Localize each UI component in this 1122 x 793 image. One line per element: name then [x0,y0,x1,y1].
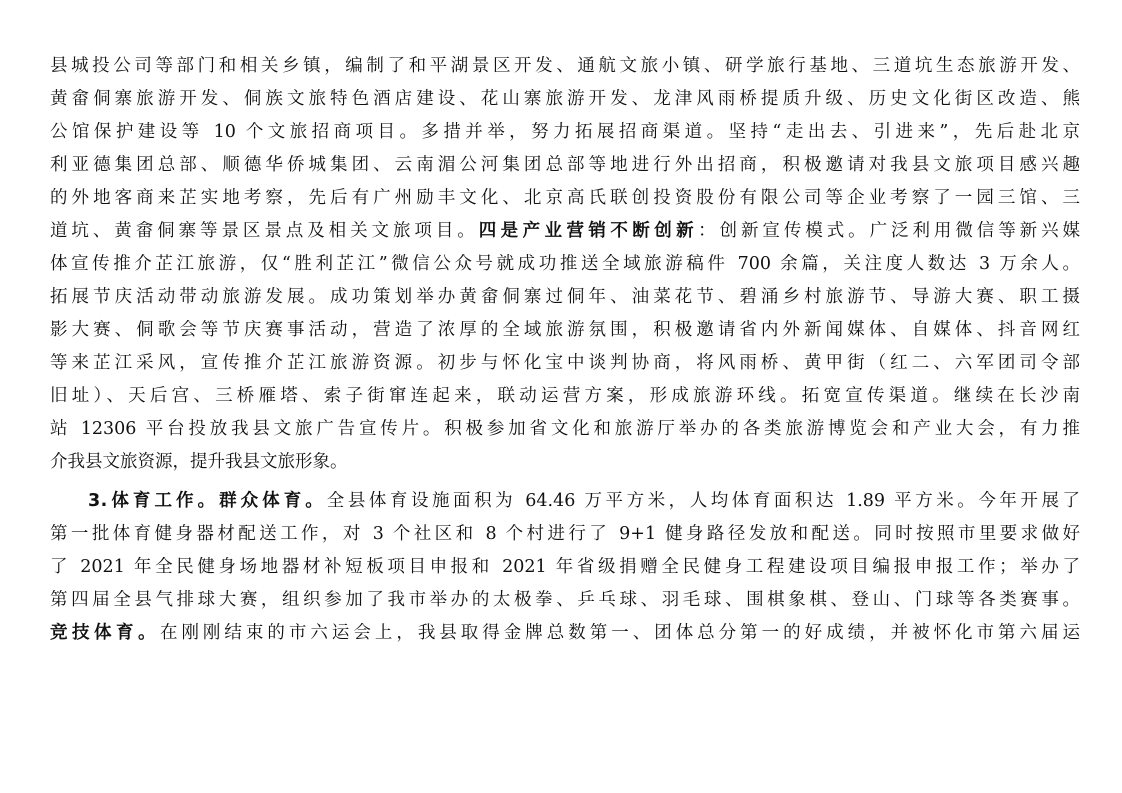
text-line: 影大赛、侗歌会等节庆赛事活动，营造了浓厚的全域旅游氛围，积极邀请省内外新闻媒体、自媒体、抖音网红 [50,320,1080,340]
text-line: 了 2021 年全民健身场地器材补短板项目申报和 2021 年省级捐赠全民健身工程建设项目编报申报工作；举办了 [50,557,1080,577]
paragraph-sports [50,485,1080,650]
bold-subheading: 四是产业营销不断创新 [478,221,699,241]
text-run: 在刚刚结束的市六运会上，我县取得金牌总数第一、团体总分第一的好成绩，并被怀化市第六届运 [159,623,1080,643]
text-line: 等来芷江采风，宣传推介芷江旅游资源。初步与怀化宝中谈判协商，将风雨桥、黄甲街（红二、六军团司令部 [50,353,1080,373]
text-line: 公馆保护建设等 10 个文旅招商项目。多措并举，努力拓展招商渠道。坚持“走出去、引进来”，先后赴北京 [50,122,1080,142]
text-line: 县城投公司等部门和相关乡镇，编制了和平湖景区开发、通航文旅小镇、研学旅行基地、三道坑生态旅游开发、 [50,56,1080,76]
text-line: 介我县文旅资源，提升我县文旅形象。 [50,452,348,472]
text-line: 拓展节庆活动带动旅游发展。成功策划举办黄畲侗寨过侗年、油菜花节、碧涌乡村旅游节、导游大赛、职工摄 [50,287,1080,307]
text-line: 旧址）、天后宫、三桥雁塔、索子街窜连起来，联动运营方案，形成旅游环线。拓宽宣传渠道。继续在长沙南 [50,386,1080,406]
bold-subheading: 群众体育。 [219,491,327,511]
text-line-with-heading [50,485,1080,518]
text-line-with-bold [50,215,1080,248]
text-line: 第一批体育健身器材配送工作，对 3 个社区和 8 个村进行了 9+1 健身路径发放和配送。同时按照市里要求做好 [50,524,1080,544]
document-page [50,50,1080,650]
text-line: 站 12306 平台投放我县文旅广告宣传片。积极参加省文化和旅游厅举办的各类旅游博览会和产业大会，有力推 [50,419,1080,439]
text-line-with-bold [50,617,1080,650]
text-line: 的外地客商来芷实地考察，先后有广州励丰文化、北京高氏联创投资股份有限公司等企业考察了一园三馆、三 [50,188,1080,208]
text-run: 道坑、黄畲侗寨等景区景点及相关文旅项目。 [50,221,479,241]
text-line: 第四届全县气排球大赛，组织参加了我市举办的太极拳、乒乓球、羽毛球、围棋象棋、登山、门球等各类赛事。 [50,590,1080,610]
text-line: 体宣传推介芷江旅游，仅“胜利芷江”微信公众号就成功推送全域旅游稿件 700 余篇，关注度人数达 3 万余人。 [50,254,1080,274]
text-run: 全县体育设施面积为 64.46 万平方米，人均体育面积达 1.89 平方米。今年开展了 [326,491,1080,511]
paragraph-tourism [50,50,1080,479]
text-line: 利亚德集团总部、顺德华侨城集团、云南湄公河集团总部等地进行外出招商，积极邀请对我县文旅项目感兴趣 [50,155,1080,175]
bold-subheading: 竞技体育。 [50,623,160,643]
text-run: ：创新宣传模式。广泛利用微信等新兴媒 [698,221,1080,241]
section-heading: 3.体育工作。 [88,491,220,511]
text-line: 黄畲侗寨旅游开发、侗族文旅特色酒店建设、花山寨旅游开发、龙津风雨桥提质升级、历史文化街区改造、熊 [50,89,1080,109]
